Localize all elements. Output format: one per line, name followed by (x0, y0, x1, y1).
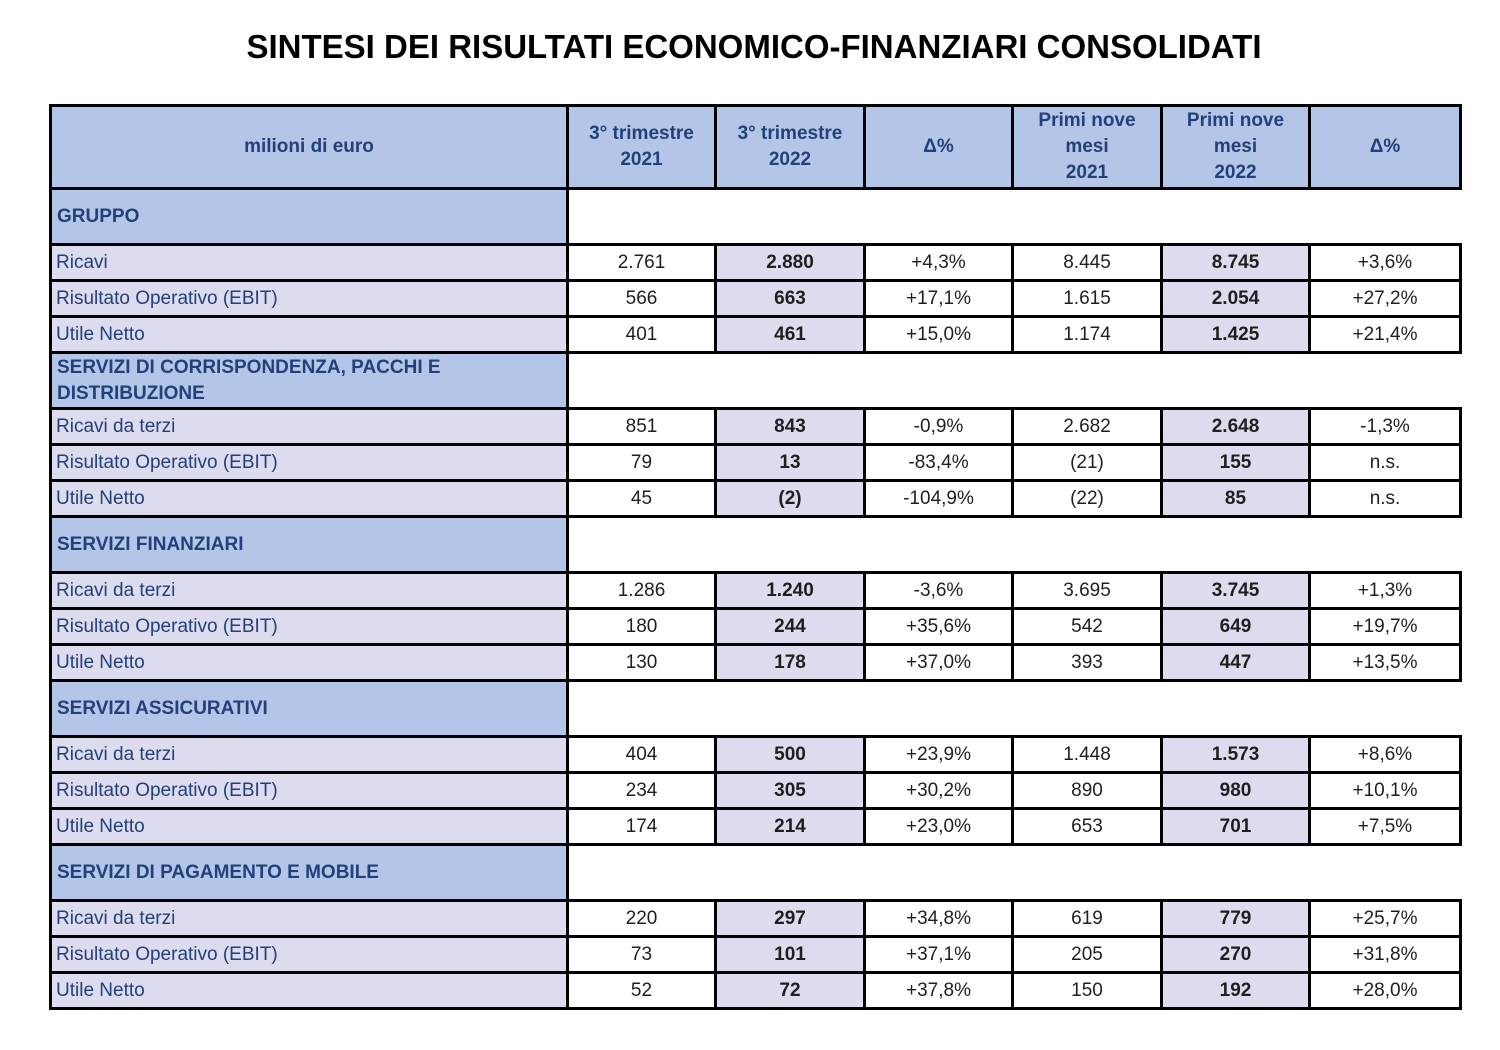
table-cell: -83,4% (865, 445, 1013, 481)
section-spacer (568, 845, 1461, 901)
table-cell: 542 (1013, 609, 1162, 645)
section-row (51, 517, 1461, 573)
table-row (51, 901, 1461, 937)
table-row (51, 281, 1461, 317)
table-row (51, 245, 1461, 281)
column-header-line: 2021 (620, 149, 663, 170)
table-cell: +17,1% (865, 281, 1013, 317)
column-header-line: Primi nove (1038, 110, 1136, 131)
table-row (51, 809, 1461, 845)
table-cell: 401 (568, 317, 716, 353)
table-cell: 980 (1162, 773, 1310, 809)
table-cell: 2.761 (568, 245, 716, 281)
table-cell: 8.745 (1162, 245, 1310, 281)
table-cell: 79 (568, 445, 716, 481)
row-label: Utile Netto (51, 809, 568, 845)
row-label: Ricavi da terzi (51, 409, 568, 445)
table-cell: +1,3% (1310, 573, 1461, 609)
table-row (51, 409, 1461, 445)
table-row (51, 317, 1461, 353)
table-cell: 214 (716, 809, 865, 845)
column-header-5 (1162, 106, 1310, 189)
row-label: Ricavi da terzi (51, 573, 568, 609)
column-header-line: 3° trimestre (589, 123, 694, 144)
table-cell: +8,6% (1310, 737, 1461, 773)
table-row (51, 609, 1461, 645)
results-table (49, 104, 1462, 1010)
table-cell: 1.573 (1162, 737, 1310, 773)
table-cell: 500 (716, 737, 865, 773)
table-cell: +19,7% (1310, 609, 1461, 645)
section-title: SERVIZI DI CORRISPONDENZA, PACCHI E DISTRIBUZIONE (51, 353, 568, 409)
row-label: Utile Netto (51, 645, 568, 681)
column-header-line: 2021 (1065, 162, 1109, 183)
table-cell: 155 (1162, 445, 1310, 481)
table-cell: +25,7% (1310, 901, 1461, 937)
table-cell: 297 (716, 901, 865, 937)
table-cell: 1.448 (1013, 737, 1162, 773)
table-cell: 13 (716, 445, 865, 481)
table-row (51, 773, 1461, 809)
table-cell: +35,6% (865, 609, 1013, 645)
row-label: Utile Netto (51, 973, 568, 1009)
section-title: SERVIZI FINANZIARI (51, 517, 568, 573)
column-header-line: Δ% (923, 136, 954, 157)
row-label: Risultato Operativo (EBIT) (51, 773, 568, 809)
table-cell: 45 (568, 481, 716, 517)
table-cell: 1.425 (1162, 317, 1310, 353)
section-spacer (568, 681, 1461, 737)
table-row (51, 481, 1461, 517)
table-cell: 174 (568, 809, 716, 845)
table-cell: (22) (1013, 481, 1162, 517)
column-header-4 (1013, 106, 1162, 189)
table-cell: +37,0% (865, 645, 1013, 681)
table-cell: (2) (716, 481, 865, 517)
column-header-2 (716, 106, 865, 189)
table-cell: 305 (716, 773, 865, 809)
table-cell: 566 (568, 281, 716, 317)
table-cell: n.s. (1310, 481, 1461, 517)
table-cell: +31,8% (1310, 937, 1461, 973)
table-cell: 150 (1013, 973, 1162, 1009)
table-cell: 3.745 (1162, 573, 1310, 609)
row-label: Risultato Operativo (EBIT) (51, 281, 568, 317)
page-title: SINTESI DEI RISULTATI ECONOMICO-FINANZIARI CONSOLIDATI (246, 28, 1262, 65)
section-spacer (568, 189, 1461, 245)
table-cell: +4,3% (865, 245, 1013, 281)
table-cell: 2.648 (1162, 409, 1310, 445)
table-cell: 2.682 (1013, 409, 1162, 445)
table-cell: 101 (716, 937, 865, 973)
table-cell: 447 (1162, 645, 1310, 681)
header-row (51, 106, 1461, 189)
table-row (51, 737, 1461, 773)
section-title: SERVIZI ASSICURATIVI (51, 681, 568, 737)
table-cell: (21) (1013, 445, 1162, 481)
section-row (51, 845, 1461, 901)
table-cell: 1.240 (716, 573, 865, 609)
table-cell: 393 (1013, 645, 1162, 681)
table-cell: 1.286 (568, 573, 716, 609)
table-cell: 779 (1162, 901, 1310, 937)
section-row (51, 353, 1461, 409)
table-cell: 653 (1013, 809, 1162, 845)
table-cell: 461 (716, 317, 865, 353)
table-cell: -3,6% (865, 573, 1013, 609)
table-cell: 404 (568, 737, 716, 773)
table-cell: -1,3% (1310, 409, 1461, 445)
table-row (51, 937, 1461, 973)
table-cell: 2.054 (1162, 281, 1310, 317)
table-cell: +3,6% (1310, 245, 1461, 281)
section-row (51, 189, 1461, 245)
table-body (51, 106, 1461, 1009)
header-unit-label: milioni di euro (51, 106, 568, 189)
table-cell: 234 (568, 773, 716, 809)
table-cell: +28,0% (1310, 973, 1461, 1009)
table-row (51, 445, 1461, 481)
table-cell: 220 (568, 901, 716, 937)
table-row (51, 573, 1461, 609)
table-cell: +10,1% (1310, 773, 1461, 809)
table-cell: 8.445 (1013, 245, 1162, 281)
table-cell: 205 (1013, 937, 1162, 973)
table-cell: 663 (716, 281, 865, 317)
section-title: GRUPPO (51, 189, 568, 245)
row-label: Risultato Operativo (EBIT) (51, 937, 568, 973)
table-cell: 2.880 (716, 245, 865, 281)
row-label: Ricavi da terzi (51, 737, 568, 773)
table-cell: +37,1% (865, 937, 1013, 973)
table-cell: +7,5% (1310, 809, 1461, 845)
section-title: SERVIZI DI PAGAMENTO E MOBILE (51, 845, 568, 901)
row-label: Utile Netto (51, 317, 568, 353)
column-header-6 (1310, 106, 1461, 189)
table-cell: 52 (568, 973, 716, 1009)
table-cell: 3.695 (1013, 573, 1162, 609)
table-cell: 701 (1162, 809, 1310, 845)
table-cell: +15,0% (865, 317, 1013, 353)
table-cell: +30,2% (865, 773, 1013, 809)
column-header-line: mesi (1213, 136, 1258, 157)
table-cell: 1.174 (1013, 317, 1162, 353)
table-cell: 178 (716, 645, 865, 681)
row-label: Ricavi da terzi (51, 901, 568, 937)
column-header-line: 2022 (768, 149, 812, 170)
table-cell: 843 (716, 409, 865, 445)
table-cell: 270 (1162, 937, 1310, 973)
row-label: Risultato Operativo (EBIT) (51, 445, 568, 481)
table-cell: +21,4% (1310, 317, 1461, 353)
column-header-3 (865, 106, 1013, 189)
table-cell: 851 (568, 409, 716, 445)
column-header-line: 2022 (1214, 162, 1257, 183)
table-cell: 244 (716, 609, 865, 645)
table-cell: -104,9% (865, 481, 1013, 517)
table-cell: +34,8% (865, 901, 1013, 937)
column-header-line: mesi (1065, 136, 1109, 157)
table-cell: +13,5% (1310, 645, 1461, 681)
table-cell: +27,2% (1310, 281, 1461, 317)
column-header-line: Primi nove (1186, 110, 1285, 131)
row-label: Ricavi (51, 245, 568, 281)
table-cell: 180 (568, 609, 716, 645)
table-cell: 192 (1162, 973, 1310, 1009)
section-spacer (568, 517, 1461, 573)
table-row (51, 645, 1461, 681)
table-cell: 890 (1013, 773, 1162, 809)
table-cell: 85 (1162, 481, 1310, 517)
table-cell: -0,9% (865, 409, 1013, 445)
table-cell: 619 (1013, 901, 1162, 937)
table-cell: 72 (716, 973, 865, 1009)
table-cell: +37,8% (865, 973, 1013, 1009)
table-cell: 130 (568, 645, 716, 681)
table-row (51, 973, 1461, 1009)
row-label: Utile Netto (51, 481, 568, 517)
column-header-line: Δ% (1369, 136, 1401, 157)
table-cell: +23,0% (865, 809, 1013, 845)
row-label: Risultato Operativo (EBIT) (51, 609, 568, 645)
section-row (51, 681, 1461, 737)
table-cell: 1.615 (1013, 281, 1162, 317)
column-header-1 (568, 106, 716, 189)
section-spacer (568, 353, 1461, 409)
column-header-line: 3° trimestre (737, 123, 843, 144)
table-cell: +23,9% (865, 737, 1013, 773)
table-cell: 649 (1162, 609, 1310, 645)
table-cell: n.s. (1310, 445, 1461, 481)
table-cell: 73 (568, 937, 716, 973)
